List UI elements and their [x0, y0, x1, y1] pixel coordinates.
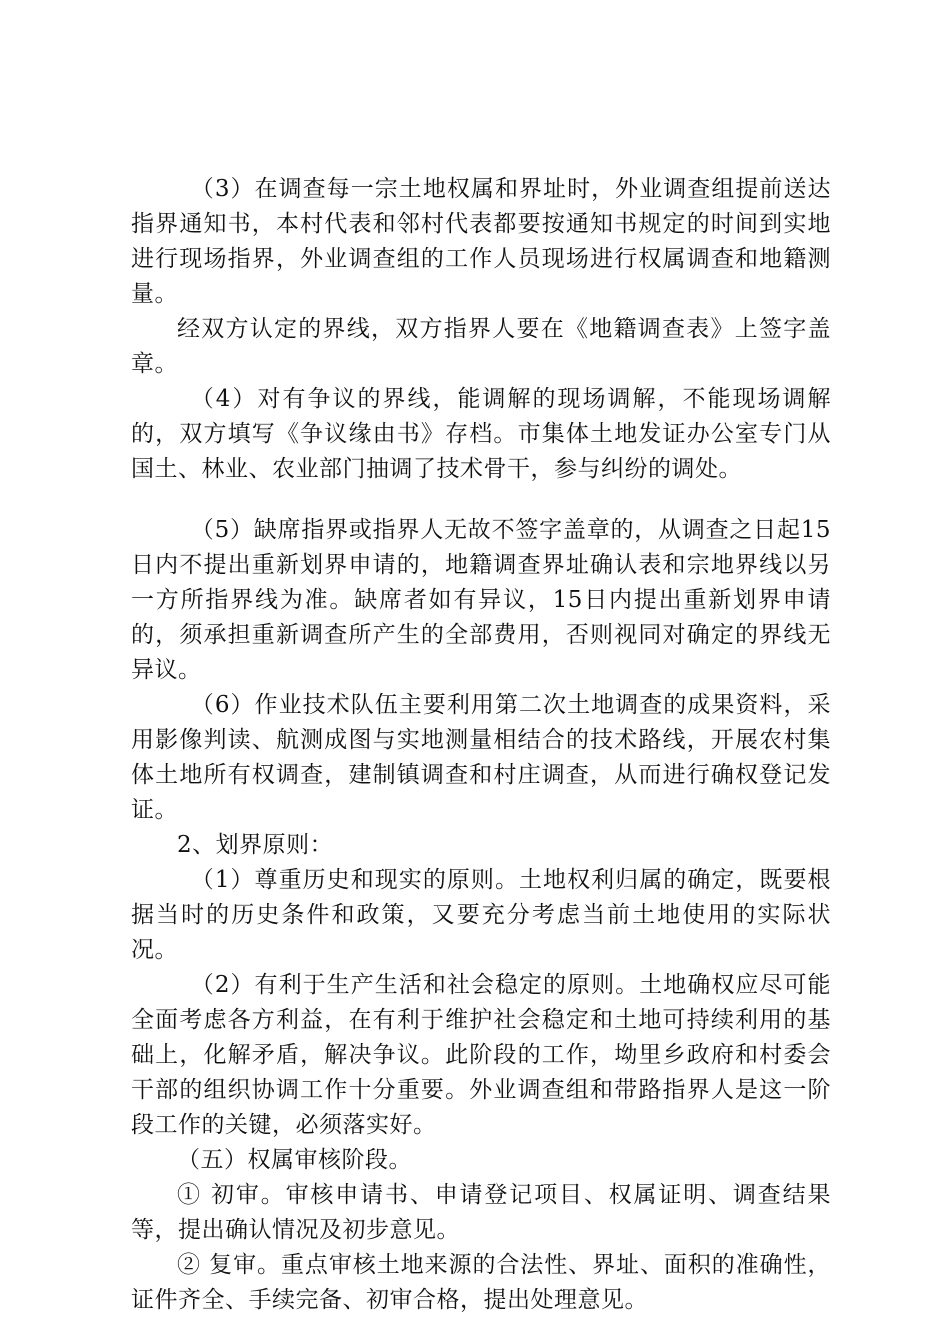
- paragraph-principle-2: （2）有利于生产生活和社会稳定的原则。土地确权应尽可能全面考虑各方利益，在有利于维护社会稳定和土地可持续利用的基础上，化解矛盾，解决争议。此阶段的工作，坳里乡政府和村委会干部的组织协调工作十分重要。外业调查组和带路指界人是这一阶段工作的关键，必须落实好。: [131, 972, 831, 1138]
- paragraph-3-boundary-notice: （3）在调查每一宗土地权属和界址时，外业调查组提前送达指界通知书，本村代表和邻村代表都要按通知书规定的时间到实地进行现场指界，外业调查组的工作人员现场进行权属调查和地籍测量。: [131, 176, 831, 307]
- heading-ownership-review-stage: （五）权属审核阶段。: [177, 1147, 412, 1173]
- heading-demarcation-principles: 2、划界原则：: [177, 832, 334, 858]
- paragraph-second-review: ② 复审。重点审核土地来源的合法性、界址、面积的准确性，证件齐全、手续完备、初审合格，提出处理意见。: [131, 1252, 831, 1313]
- paragraph-6-technical-team: （6）作业技术队伍主要利用第二次土地调查的成果资料，采用影像判读、航测成图与实地测量相结合的技术路线，开展农村集体土地所有权调查，建制镇调查和村庄调查，从而进行确权登记发证。: [131, 692, 831, 823]
- paragraph-initial-review: ① 初审。审核申请书、申请登记项目、权属证明、调查结果等，提出确认情况及初步意见。: [131, 1182, 831, 1243]
- paragraph-gap: [131, 487, 831, 513]
- paragraph-4-disputes: （4）对有争议的界线，能调解的现场调解，不能现场调解的，双方填写《争议缘由书》存档。市集体土地发证办公室专门从国土、林业、农业部门抽调了技术骨干，参与纠纷的调处。: [131, 386, 831, 482]
- paragraph-5-absence: （5）缺席指界或指界人无故不签字盖章的，从调查之日起15日内不提出重新划界申请的，地籍调查界址确认表和宗地界线以另一方所指界线为准。缺席者如有异议，15日内提出重新划界申请的，须承担重新调查所产生的全部费用，否则视同对确定的界线无异议。: [131, 517, 831, 683]
- paragraph-boundary-signing: 经双方认定的界线，双方指界人要在《地籍调查表》上签字盖章。: [131, 316, 831, 377]
- paragraph-principle-1: （1）尊重历史和现实的原则。土地权利归属的确定，既要根据当时的历史条件和政策，又要充分考虑当前土地使用的实际状况。: [131, 867, 831, 963]
- document-body: [131, 172, 831, 1318]
